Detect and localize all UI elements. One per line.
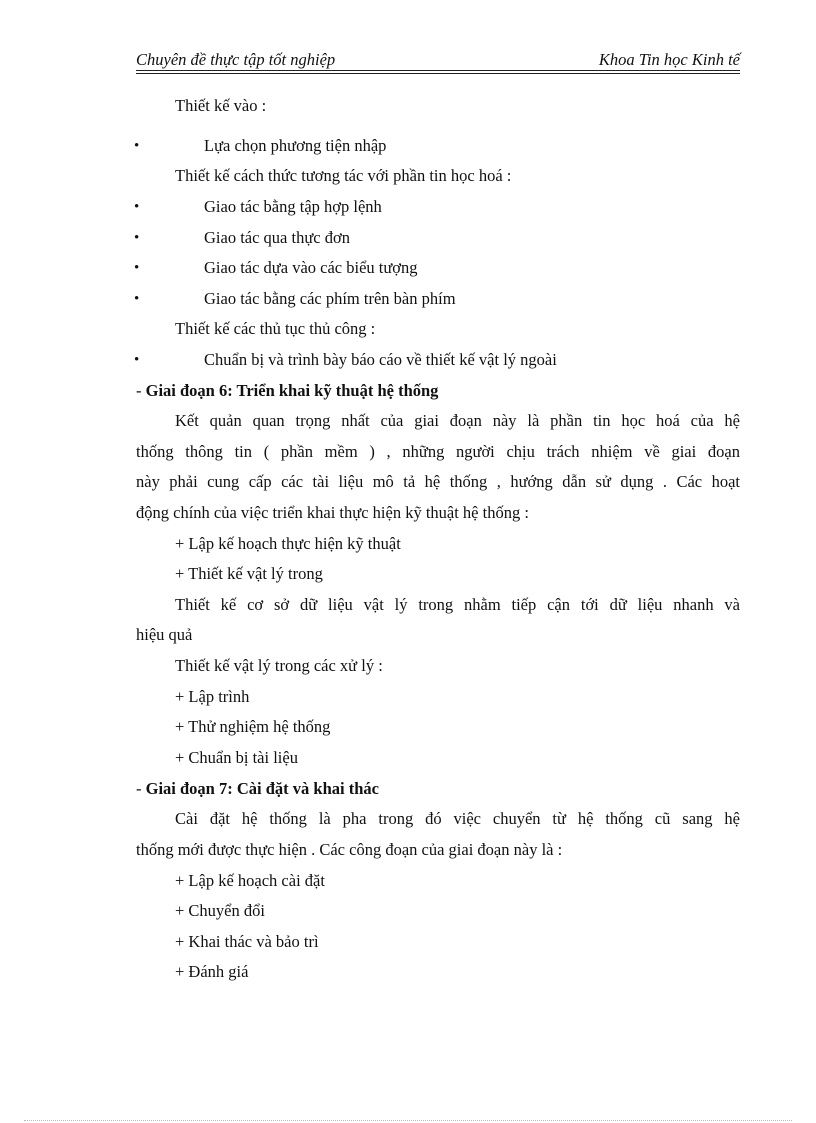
heading-prefix: -	[136, 381, 146, 400]
paragraph-line: hiệu quả	[136, 625, 193, 644]
sub-item: + Lập kế hoạch thực hiện kỹ thuật	[175, 534, 401, 553]
text-line: Thiết kế vào :	[175, 96, 267, 115]
header-rule-top	[136, 70, 740, 71]
sub-item: + Thử nghiệm hệ thống	[175, 717, 331, 736]
bullet-icon: •	[134, 138, 140, 154]
sub-item: + Đánh giá	[175, 962, 249, 981]
text-line: Thiết kế cách thức tương tác với phần tin học hoá :	[175, 166, 512, 185]
heading-prefix: -	[136, 779, 146, 798]
bullet-item: Lựa chọn phương tiện nhập	[204, 136, 387, 155]
bullet-item: Chuẩn bị và trình bày báo cáo về thiết kế vật lý ngoài	[204, 350, 557, 369]
bullet-icon: •	[134, 352, 140, 368]
header-faculty: Khoa Tin học Kinh tế	[598, 50, 740, 69]
bullet-item: Giao tác bằng tập hợp lệnh	[204, 197, 382, 216]
sub-item: + Lập kế hoạch cài đặt	[175, 871, 325, 890]
section-heading-6	[136, 381, 438, 401]
bullet-item: Giao tác bằng các phím trên bàn phím	[204, 289, 456, 308]
sub-item: + Chuyển đổi	[175, 901, 265, 920]
heading-text: Giai đoạn 6: Triển khai kỹ thuật hệ thống	[145, 381, 439, 400]
paragraph-line: này phải cung cấp các tài liệu mô tả hệ thống , hướng dẫn sử dụng . Các hoạt	[136, 472, 740, 491]
bullet-icon: •	[134, 199, 140, 215]
paragraph-line: động chính của việc triển khai thực hiện kỹ thuật hệ thống :	[136, 503, 529, 522]
sub-item: + Lập trình	[175, 687, 250, 706]
section-heading-7	[136, 779, 379, 799]
text-line: Thiết kế vật lý trong các xử lý :	[175, 656, 383, 675]
paragraph-line: thống mới được thực hiện . Các công đoạn của giai đoạn này là :	[136, 840, 563, 859]
bullet-icon: •	[134, 230, 140, 246]
header-document-title: Chuyên đề thực tập tốt nghiệp	[136, 50, 336, 69]
heading-text: Giai đoạn 7: Cài đặt và khai thác	[145, 779, 379, 798]
bullet-icon: •	[134, 260, 140, 276]
sub-item: + Thiết kế vật lý trong	[175, 564, 323, 583]
sub-item: + Khai thác và bảo trì	[175, 932, 319, 951]
page-header	[136, 50, 740, 72]
paragraph-line: Thiết kế cơ sở dữ liệu vật lý trong nhằm tiếp cận tới dữ liệu nhanh và	[175, 595, 740, 614]
page-bottom-edge	[24, 1120, 792, 1121]
text-line: Thiết kế các thủ tục thủ công :	[175, 319, 376, 338]
bullet-item: Giao tác qua thực đơn	[204, 228, 350, 247]
bullet-item: Giao tác dựa vào các biểu tượng	[204, 258, 418, 277]
header-rule-bottom	[136, 73, 740, 74]
bullet-icon: •	[134, 291, 140, 307]
sub-item: + Chuẩn bị tài liệu	[175, 748, 298, 767]
paragraph-line: thống thông tin ( phần mềm ) , những người chịu trách nhiệm về giai đoạn	[136, 442, 740, 461]
paragraph-line: Cài đặt hệ thống là pha trong đó việc chuyển từ hệ thống cũ sang hệ	[175, 809, 740, 828]
paragraph-line: Kết quản quan trọng nhất của giai đoạn này là phần tin học hoá của hệ	[175, 411, 740, 430]
